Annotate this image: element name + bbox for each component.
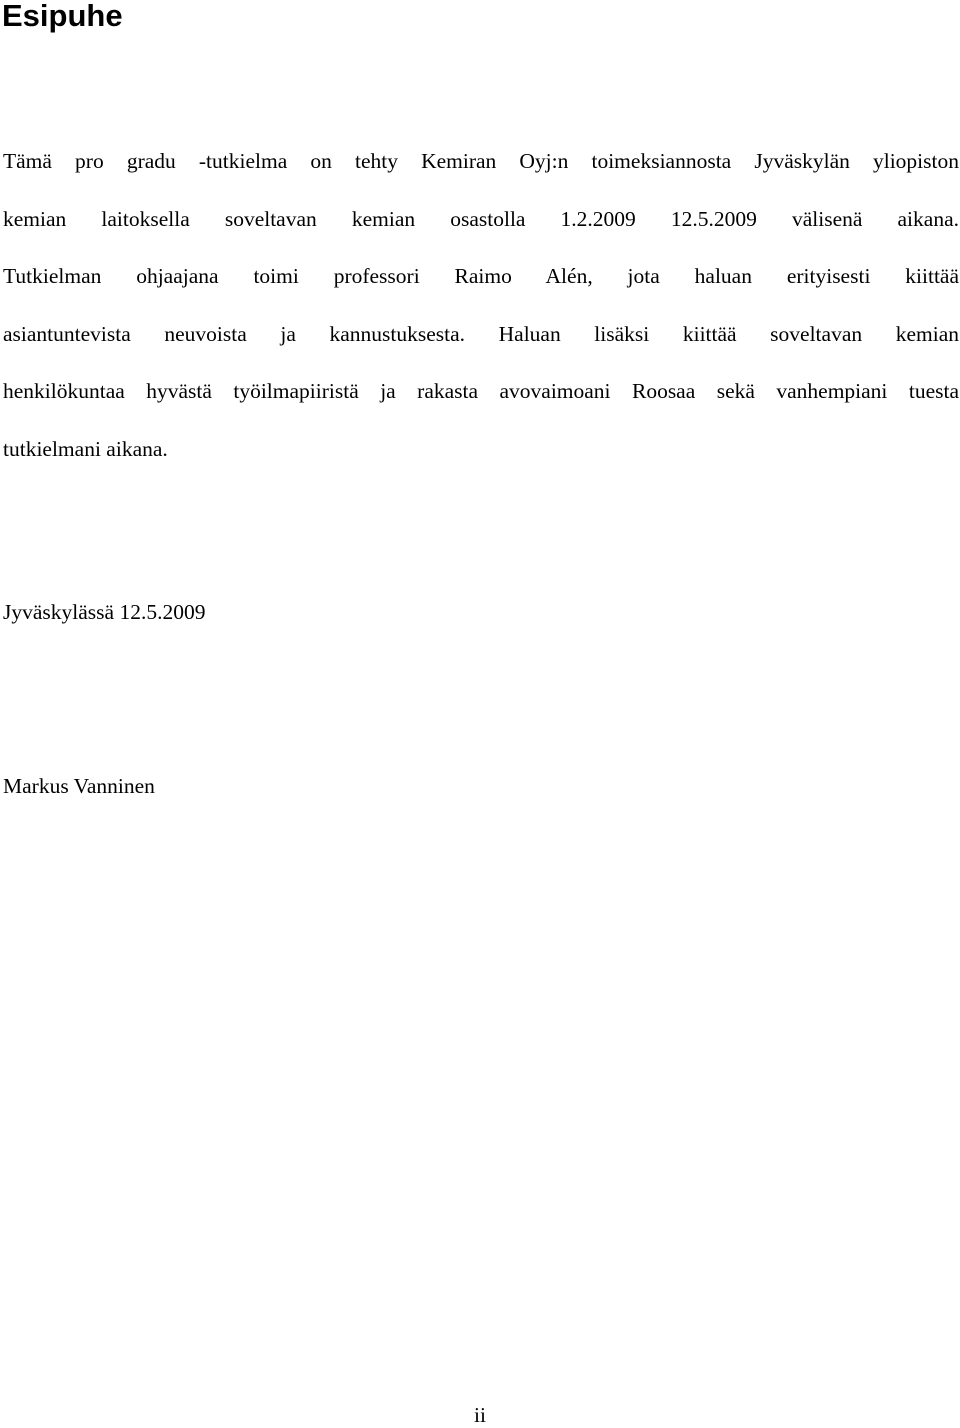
paragraph-line: tutkielmani aikana. <box>3 436 168 461</box>
paragraph-line: asiantuntevista neuvoista ja kannustuksesta. Haluan lisäksi kiittää soveltavan kemian <box>3 321 959 346</box>
paragraph-line: Tutkielman ohjaajana toimi professori Raimo Alén, jota haluan erityisesti kiittää <box>3 264 959 289</box>
preface-paragraph <box>3 133 959 479</box>
paragraph-line: kemian laitoksella soveltavan kemian osastolla 1.2.2009 12.5.2009 välisenä aikana. <box>3 206 959 231</box>
paragraph-line: Tämä pro gradu -tutkielma on tehty Kemiran Oyj:n toimeksiannosta Jyväskylän yliopiston <box>3 149 959 173</box>
author-signature: Markus Vanninen <box>3 774 155 798</box>
page-number: ii <box>474 1403 486 1427</box>
place-and-date: Jyväskylässä 12.5.2009 <box>3 600 206 624</box>
page-heading: Esipuhe <box>2 0 123 33</box>
paragraph-line: henkilökuntaa hyvästä työilmapiiristä ja rakasta avovaimoani Roosaa sekä vanhempiani tuesta <box>3 379 959 404</box>
